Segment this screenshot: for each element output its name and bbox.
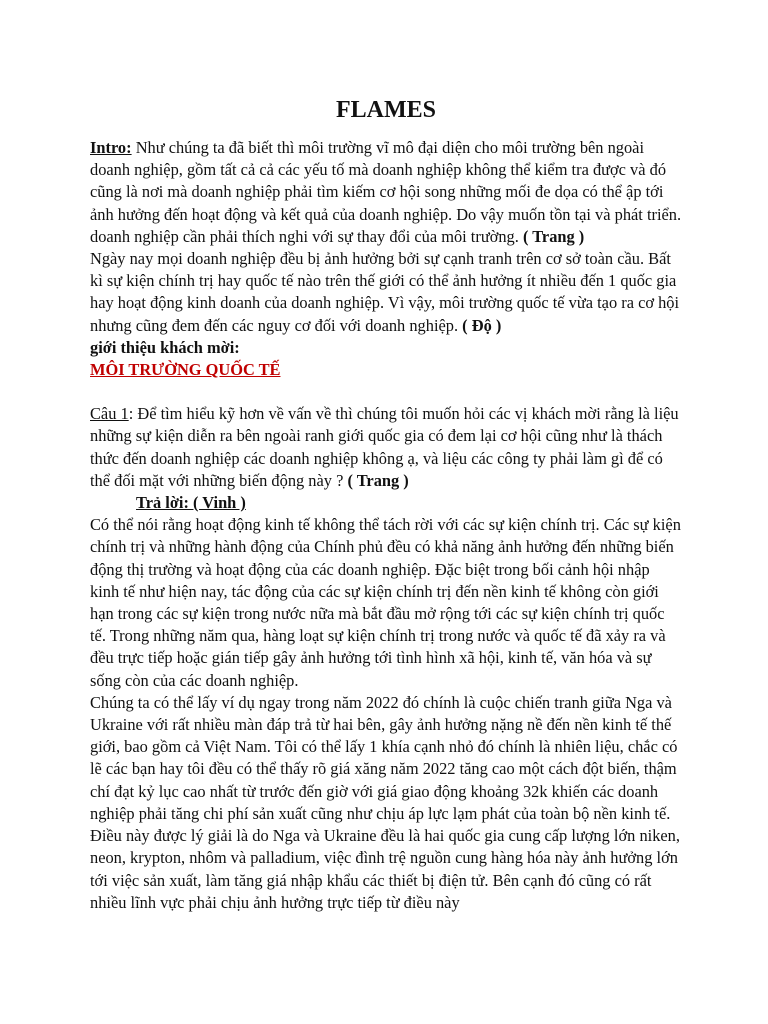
intro-paragraph	[90, 137, 682, 248]
answer-label: Trả lời: ( Vinh )	[136, 493, 246, 513]
answer-paragraph-1: Có thể nói rằng hoạt động kinh tế không thể tách rời với các sự kiện chính trị. Các sự kiện chính trị và những hành động của Chính phủ đều có khả năng ảnh hưởng đến những biến động thị trường và hoạt động của các doanh nghiệp. Đặc biệt trong bối cảnh hội nhập kinh tế như hiện nay, tác động của các sự kiện chính trị đến nền kinh tế không còn giới hạn trong các sự kiện trong nước nữa mà bắt đầu mở rộng tới các sự kiện chính trị quốc tế. Trong những năm qua, hàng loạt sự kiện chính trị trong nước và quốc tế đã xảy ra và đều trực tiếp hoặc gián tiếp gây ảnh hưởng tới tình hình xã hội, kinh tế, văn hóa và sự sống còn của các doanh nghiệp.	[90, 515, 681, 690]
question-1-paragraph	[90, 403, 682, 492]
intro-text: Như chúng ta đã biết thì môi trường vĩ mô đại diện cho môi trường bên ngoài doanh nghiệp, gồm tất cả cả các yếu tố mà doanh nghiệp không thể kiểm tra được và đó cũng là nơi mà doanh nghiệp phải tìm kiếm cơ hội song những mối đe dọa có thể ập tới ảnh hưởng đến hoạt động và kết quả của doanh nghiệp. Do vậy muốn tồn tại và phát triển. doanh nghiệp cần phải thích nghi với sự thay đổi của môi trường.	[90, 138, 682, 246]
question-1-speaker: ( Trang )	[347, 470, 409, 490]
document-title: FLAMES	[335, 97, 436, 123]
question-1-text: : Để tìm hiểu kỹ hơn về vấn về thì chúng tôi muốn hỏi các vị khách mời rằng là liệu những sự kiện diễn ra bên ngoài ranh giới quốc gia có đem lại cơ hội cũng như là thách thức đến doanh nghiệp các doanh nghiệp không ạ, và liệu các công ty phải làm gì để có thể đối mặt với những biến động này ?	[90, 404, 679, 490]
international-paragraph	[90, 248, 682, 337]
section-heading: MÔI TRƯỜNG QUỐC TẾ	[90, 360, 281, 380]
intro-label: Intro:	[90, 138, 132, 157]
blank-line	[90, 381, 682, 403]
question-1-label: Câu 1	[90, 404, 129, 424]
international-text: Ngày nay mọi doanh nghiệp đều bị ảnh hưởng bởi sự cạnh tranh trên cơ sở toàn cầu. Bất kì sự kiện chính trị hay quốc tế nào trên thế giới có thể ảnh hưởng ít nhiều đến 1 quốc gia hay hoạt động kinh doanh của doanh nghiệp. Vì vậy, môi trường quốc tế vừa tạo ra cơ hội nhưng cũng đem đến các nguy cơ đối với doanh nghiệp.	[90, 249, 680, 335]
guest-intro: giới thiệu khách mời:	[90, 337, 240, 357]
intro-speaker: ( Trang )	[522, 226, 585, 246]
international-speaker: ( Độ )	[462, 315, 502, 335]
answer-paragraph-2: Chúng ta có thể lấy ví dụ ngay trong năm 2022 đó chính là cuộc chiến tranh giữa Nga và Ukraine với rất nhiều màn đáp trả từ hai bên, gây ảnh hưởng nặng nề đến nền kinh tế thế giới, bao gồm cả Việt Nam. Tôi có thể lấy 1 khía cạnh nhỏ đó chính là nhiên liệu, chắc có lẽ các bạn hay tôi đều có thể thấy rõ giá xăng năm 2022 tăng cao một cách đột biến, thậm chí đạt kỷ lục cao nhất từ trước đến giờ với giá giao động khoảng 32k khiến các doanh nghiệp phải tăng chi phí sản xuất cũng như chịu áp lực lạm phát của toàn bộ nền kinh tế. Điều này được lý giải là do Nga và Ukraine đều là hai quốc gia cung cấp lượng lớn niken, neon, krypton, nhôm và palladium, việc đình trệ nguồn cung hàng hóa này ảnh hưởng lớn tới việc sản xuất, làm tăng giá nhập khẩu các thiết bị điện tử. Bên cạnh đó cũng có rất nhiều lĩnh vực phải chịu ảnh hưởng trực tiếp từ điều này	[90, 692, 680, 912]
